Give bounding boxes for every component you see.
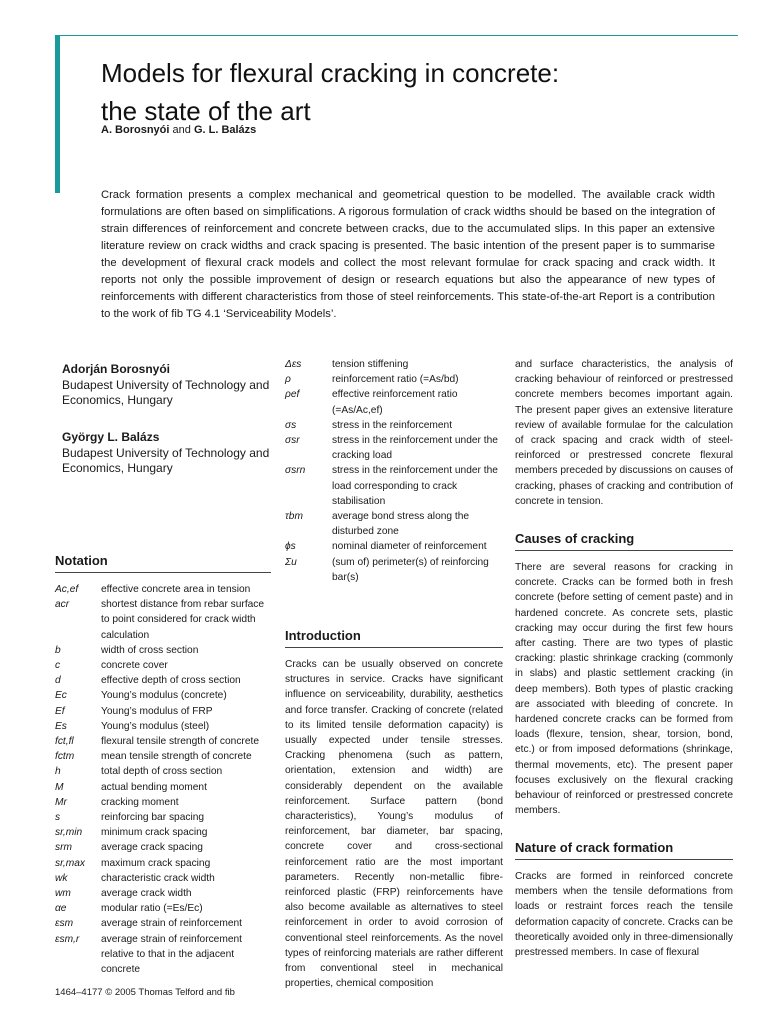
notation-description: tension stiffening	[332, 359, 409, 370]
affiliation-line: Economics, Hungary	[62, 393, 173, 407]
notation-row	[285, 555, 503, 585]
notation-heading: Notation	[55, 553, 271, 573]
notation-row	[285, 509, 503, 539]
notation-row	[55, 673, 275, 688]
notation-symbol: b	[55, 644, 61, 656]
notation-row	[285, 463, 503, 509]
notation-symbol: Δεs	[285, 359, 302, 370]
affiliation-2	[62, 430, 269, 477]
notation-description: stress in the reinforcement under the cracking load	[332, 435, 498, 462]
notation-symbol: c	[55, 660, 61, 672]
notation-row	[55, 658, 275, 673]
abstract: Crack formation presents a complex mechanical and geometrical question to be modelled. The available crack width formulations are often based on simplifications. A rigorous formulation of crack widths should be based on the integration of strain differences of reinforcement and concrete between cracks, due to the accumulated slips. In this paper an extensive literature review on crack widths and crack spacing is presented. The basic intention of the present paper is to summarise the development of flexural crack models and collect the most relevant formulae for crack spacing and crack width. It reports not only the possible improvement of design or research equations but also the appearance of new types of reinforcements with different characteristics from those of steel reinforcements. This state-of-the-art Report is a contribution to the work of fib TG 4.1 ‘Serviceability Models’.	[101, 189, 715, 320]
notation-row	[55, 886, 275, 901]
notation-symbol: αe	[55, 903, 67, 915]
introduction-heading: Introduction	[285, 628, 503, 648]
notation-row	[55, 749, 275, 764]
notation-description: total depth of cross section	[101, 766, 223, 778]
notation-symbol: σs	[285, 419, 297, 431]
notation-symbol: sr,min	[55, 827, 83, 839]
notation-description: width of cross section	[101, 644, 199, 656]
notation-symbol: srm	[55, 842, 72, 854]
notation-description: effective depth of cross section	[101, 675, 241, 687]
notation-row	[55, 901, 275, 916]
notation-description: shortest distance from rebar surface to point considered for crack width calculation	[101, 599, 265, 641]
notation-description: reinforcing bar spacing	[101, 812, 205, 824]
notation-row	[55, 704, 275, 719]
notation-description: cracking moment	[101, 796, 179, 808]
notation-row	[55, 810, 275, 825]
affiliation-1	[62, 362, 269, 409]
affiliation-line: Budapest University of Technology and	[62, 445, 270, 460]
notation-symbol: Σu	[285, 556, 297, 568]
notation-description: average bond stress along the disturbed zone	[332, 511, 470, 538]
notation-description: stress in the reinforcement	[332, 419, 453, 431]
notation-row	[55, 597, 275, 643]
notation-symbol: d	[55, 675, 61, 687]
affiliation-line: Budapest University of Technology and	[62, 377, 270, 392]
notation-description: flexural tensile strength of concrete	[101, 736, 259, 748]
notation-row	[55, 932, 275, 978]
notation-symbol: ρ	[285, 374, 291, 386]
notation-symbol: Ec	[55, 690, 67, 702]
author-line	[101, 124, 256, 136]
notation-symbol: Mr	[55, 796, 67, 808]
notation-row	[55, 840, 275, 855]
accent-bar	[55, 36, 60, 193]
notation-row	[55, 825, 275, 840]
notation-symbol: εsm,r	[55, 933, 80, 945]
author-2: G. L. Balázs	[193, 124, 257, 136]
introduction-text: Cracks can be usually observed on concrete structures in service. Cracks have significant influence on serviceability, durability, aesthetics and force transfer. Cracking of concrete (related to its limited tensile deformation capacity) is usually expected under tensile stresses. Cracking phenomena (such as pattern, orientation, extension and width) are considerably dependent on the available reinforcement. Surface pattern (bond characteristics), Young’s modulus of reinforcement, bar diameter, bar spacing, concrete cover and cross-sectional reinforcement ratio are the most important parameters. Recently non-metallic fibre-reinforced plastic (FRP) reinforcements have also become available as alternatives to steel reinforcement in order to avoid corrosion of conventional steel reinforcements. As the novel types of reinforcing materials are rather different from conventional steel in mechanical properties, chemical composition	[285, 659, 503, 990]
affiliation-name: Adorján Borosnyói	[62, 362, 171, 376]
notation-symbol: M	[55, 781, 64, 793]
notation-symbol: σsr	[285, 435, 300, 447]
introduction-continued: and surface characteristics, the analysis of cracking behaviour of reinforced or prestressed concrete members becomes important again. The present paper gives an extensive literature review of available formulae for the calculation of crack spacing and crack width of steel-reinforced or prestressed concrete flexural members preceded by discussions on causes of cracking, phases of cracking and contribution of concrete in tension.	[515, 359, 733, 507]
author-conjunction: and	[172, 124, 191, 136]
notation-description: stress in the reinforcement under the load corresponding to crack stabilisation	[332, 465, 498, 507]
title-line-2: the state of the art	[101, 96, 311, 126]
notation-description: average crack width	[101, 888, 192, 900]
notation-row	[285, 357, 503, 372]
notation-row	[285, 372, 503, 387]
notation-list-continued	[285, 357, 503, 585]
notation-symbol: s	[55, 812, 61, 824]
notation-row	[55, 719, 275, 734]
notation-description: average strain of reinforcement	[101, 918, 242, 930]
notation-row	[55, 764, 275, 779]
notation-row	[55, 916, 275, 931]
notation-description: nominal diameter of reinforcement	[332, 541, 487, 553]
notation-description: average strain of reinforcement relative to that in the adjacent concrete	[101, 933, 242, 976]
notation-description: maximum crack spacing	[101, 857, 211, 869]
notation-description: effective concrete area in tension	[101, 584, 251, 595]
article-title	[101, 54, 721, 130]
notation-row	[55, 856, 275, 871]
notation-description: reinforcement ratio (=As/bd)	[332, 374, 459, 386]
notation-symbol: wk	[55, 872, 68, 884]
title-line-1: Models for flexural cracking in concrete:	[101, 58, 560, 88]
notation-symbol: τbm	[285, 511, 303, 523]
notation-description: Young’s modulus (concrete)	[101, 690, 227, 702]
top-rule	[55, 35, 738, 36]
notation-row	[285, 539, 503, 554]
notation-row	[285, 433, 503, 463]
notation-row	[55, 795, 275, 810]
notation-description: minimum crack spacing	[101, 827, 208, 839]
notation-row	[55, 643, 275, 658]
notation-row	[55, 582, 275, 597]
notation-description: mean tensile strength of concrete	[101, 751, 252, 763]
nature-text: Cracks are formed in reinforced concrete members when the tensile deformations from loads or restraint forces reach the tensile deformation capacity of concrete. Cracks can be theoretically avoided only in three-dimensionally prestressed members. In case of flexural	[515, 871, 734, 959]
notation-description: characteristic crack width	[101, 872, 215, 884]
notation-description: actual bending moment	[101, 781, 207, 793]
notation-row	[285, 418, 503, 433]
footer-copyright: 1464–4177 © 2005 Thomas Telford and fib	[55, 987, 235, 998]
notation-list	[55, 582, 275, 977]
notation-description: Young’s modulus (steel)	[101, 720, 210, 732]
notation-description: concrete cover	[101, 660, 168, 672]
notation-symbol: Es	[55, 720, 67, 732]
notation-symbol: h	[55, 766, 61, 778]
notation-symbol: sr,max	[55, 857, 85, 869]
notation-description: Young’s modulus of FRP	[101, 705, 213, 717]
notation-row	[55, 780, 275, 795]
notation-row	[285, 387, 503, 417]
notation-description: (sum of) perimeter(s) of reinforcing bar(s)	[332, 556, 489, 583]
affiliation-line: Economics, Hungary	[62, 461, 173, 475]
notation-symbol: εsm	[55, 918, 74, 930]
notation-row	[55, 688, 275, 703]
notation-symbol: fct,fl	[55, 736, 74, 748]
notation-symbol: acr	[55, 599, 70, 611]
notation-row	[55, 871, 275, 886]
notation-symbol: Ac,ef	[55, 584, 79, 595]
notation-symbol: fctm	[55, 751, 75, 763]
notation-description: modular ratio (=Es/Ec)	[101, 903, 203, 915]
notation-symbol: ρef	[285, 389, 300, 401]
notation-symbol: wm	[55, 888, 71, 900]
notation-symbol: ϕs	[285, 541, 296, 553]
notation-description: effective reinforcement ratio (=As/Ac,ef)	[332, 389, 458, 416]
notation-symbol: Ef	[55, 705, 65, 717]
causes-text: There are several reasons for cracking in concrete. Cracks can be formed both in fresh concrete (before setting of cement paste) and in hardened concrete. As concrete sets, plastic cracking may occur during the first few hours after casting. There are two types of plastic cracking: plastic shrinkage cracking (commonly in slabs) and plastic settlement cracking (in deep members). Both types of plastic cracking are associated with bleeding of concrete. In hardened concrete cracks can be formed from loads (flexure, tension, shear, torsion, bond, etc.) or from imposed deformations (shrinkage, thermal movements, etc). The present paper focuses exclusively on the flexural cracking behaviour of reinforced or prestressed concrete members.	[515, 562, 733, 817]
nature-heading: Nature of crack formation	[515, 840, 733, 860]
notation-symbol: σsrn	[285, 465, 306, 477]
notation-row	[55, 734, 275, 749]
causes-heading: Causes of cracking	[515, 531, 733, 551]
affiliation-name: György L. Balázs	[62, 430, 160, 444]
author-1: A. Borosnyói	[101, 124, 170, 136]
notation-description: average crack spacing	[101, 842, 203, 854]
